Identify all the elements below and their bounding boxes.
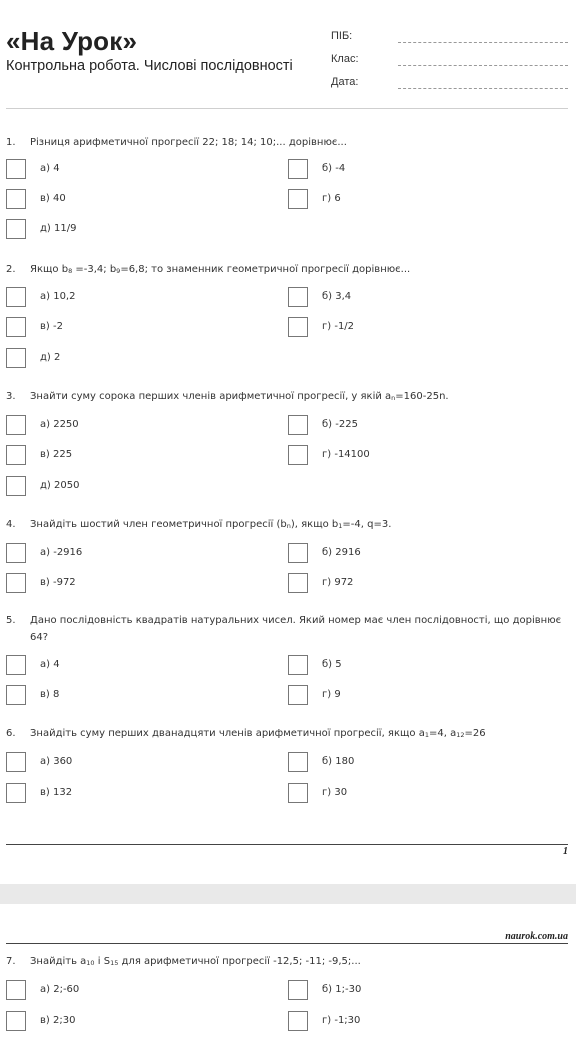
question-text: Якщо $b_8 =-3,4$; $b_9=6,8$; то знаменник геометричної прогресії дорівнює... (30, 264, 411, 275)
date-field[interactable] (398, 88, 568, 89)
option-label: д) 2050 (40, 480, 80, 491)
answer-checkbox[interactable] (6, 159, 26, 179)
option-label: в) -972 (40, 577, 76, 588)
name-field[interactable] (398, 42, 568, 43)
question-4 (6, 516, 566, 533)
question-text: Знайдіть $a_{10}$ і $S_{15}$ для арифметичної прогресії -12,5; -11; -9,5;... (30, 956, 361, 967)
option-label: в) 2;30 (40, 1015, 76, 1026)
option-label: б) 5 (322, 659, 342, 670)
question-text: Різниця арифметичної прогресії 22; 18; 14; 10;... дорівнює... (30, 137, 347, 148)
answer-checkbox[interactable] (288, 317, 308, 337)
question-6 (6, 725, 566, 742)
answer-checkbox[interactable] (6, 685, 26, 705)
page-header-divider (6, 943, 568, 944)
answer-checkbox[interactable] (288, 415, 308, 435)
option-label: в) 40 (40, 193, 66, 204)
answer-checkbox[interactable] (288, 543, 308, 563)
site-url: naurok.com.ua (505, 931, 568, 942)
question-text: Знайдіть шостий член геометричної прогресії $(b_n)$, якщо $b_1=-4$, q=3. (30, 519, 392, 530)
brand-title: «На Урок» (6, 26, 138, 56)
answer-checkbox[interactable] (288, 1011, 308, 1031)
question-text: Дано послідовність квадратів натуральних чисел. Який номер має член послідовності, що дорівнює 64? (30, 615, 562, 643)
option-label: г) -1;30 (322, 1015, 361, 1026)
answer-checkbox[interactable] (288, 573, 308, 593)
question-number: 1. (6, 137, 16, 148)
option-label: г) -1/2 (322, 321, 355, 332)
option-label: б) 1;-30 (322, 984, 362, 995)
question-number: 7. (6, 956, 16, 967)
option-label: а) -2916 (40, 547, 83, 558)
answer-checkbox[interactable] (6, 543, 26, 563)
answer-checkbox[interactable] (288, 655, 308, 675)
option-label: а) 4 (40, 163, 60, 174)
answer-checkbox[interactable] (6, 783, 26, 803)
option-label: г) 9 (322, 689, 341, 700)
option-label: б) -4 (322, 163, 346, 174)
answer-checkbox[interactable] (288, 189, 308, 209)
option-label: а) 360 (40, 756, 73, 767)
option-label: а) 4 (40, 659, 60, 670)
class-label: Клас: (331, 53, 359, 65)
option-label: б) 180 (322, 756, 355, 767)
option-label: б) -225 (322, 419, 358, 430)
name-label: ПІБ: (331, 30, 353, 42)
question-3 (6, 388, 566, 405)
answer-checkbox[interactable] (6, 1011, 26, 1031)
answer-checkbox[interactable] (6, 189, 26, 209)
question-number: 4. (6, 519, 16, 530)
answer-checkbox[interactable] (6, 415, 26, 435)
answer-checkbox[interactable] (6, 655, 26, 675)
answer-checkbox[interactable] (288, 980, 308, 1000)
option-label: а) 2;-60 (40, 984, 80, 995)
question-5 (6, 612, 566, 646)
question-number: 3. (6, 391, 16, 402)
worksheet-page-2 (0, 904, 576, 1056)
answer-checkbox[interactable] (6, 573, 26, 593)
option-label: г) 30 (322, 787, 348, 798)
answer-checkbox[interactable] (6, 476, 26, 496)
question-text: Знайти суму сорока перших членів арифметичної прогресії, у якій $a_n=160-25n$. (30, 391, 449, 402)
option-label: б) 3,4 (322, 291, 352, 302)
page-separator (0, 884, 576, 904)
option-label: д) 2 (40, 352, 61, 363)
option-label: в) -2 (40, 321, 63, 332)
question-text: Знайдіть суму перших дванадцяти членів арифметичної прогресії, якщо $a_1=4$, $a_{12}=26$ (30, 728, 486, 739)
answer-checkbox[interactable] (6, 348, 26, 368)
worksheet-subtitle: Контрольна робота. Числові послідовності (6, 58, 293, 74)
question-7 (6, 953, 566, 970)
header-divider (6, 108, 568, 109)
answer-checkbox[interactable] (6, 752, 26, 772)
answer-checkbox[interactable] (6, 317, 26, 337)
option-label: а) 10,2 (40, 291, 76, 302)
answer-checkbox[interactable] (288, 685, 308, 705)
option-label: в) 132 (40, 787, 73, 798)
footer-divider (6, 844, 568, 845)
option-label: а) 2250 (40, 419, 79, 430)
option-label: д) 11/9 (40, 223, 77, 234)
question-number: 2. (6, 264, 16, 275)
answer-checkbox[interactable] (288, 783, 308, 803)
option-label: г) 972 (322, 577, 354, 588)
option-label: г) -14100 (322, 449, 370, 460)
answer-checkbox[interactable] (288, 159, 308, 179)
answer-checkbox[interactable] (288, 752, 308, 772)
option-label: б) 2916 (322, 547, 361, 558)
question-2 (6, 261, 566, 278)
question-1 (6, 134, 566, 151)
option-label: в) 8 (40, 689, 60, 700)
question-number: 5. (6, 615, 16, 626)
option-label: в) 225 (40, 449, 73, 460)
page-number: 1 (563, 846, 568, 857)
option-label: г) 6 (322, 193, 341, 204)
answer-checkbox[interactable] (6, 980, 26, 1000)
answer-checkbox[interactable] (288, 445, 308, 465)
answer-checkbox[interactable] (6, 219, 26, 239)
question-number: 6. (6, 728, 16, 739)
answer-checkbox[interactable] (6, 287, 26, 307)
class-field[interactable] (398, 65, 568, 66)
date-label: Дата: (331, 76, 359, 88)
answer-checkbox[interactable] (288, 287, 308, 307)
answer-checkbox[interactable] (6, 445, 26, 465)
